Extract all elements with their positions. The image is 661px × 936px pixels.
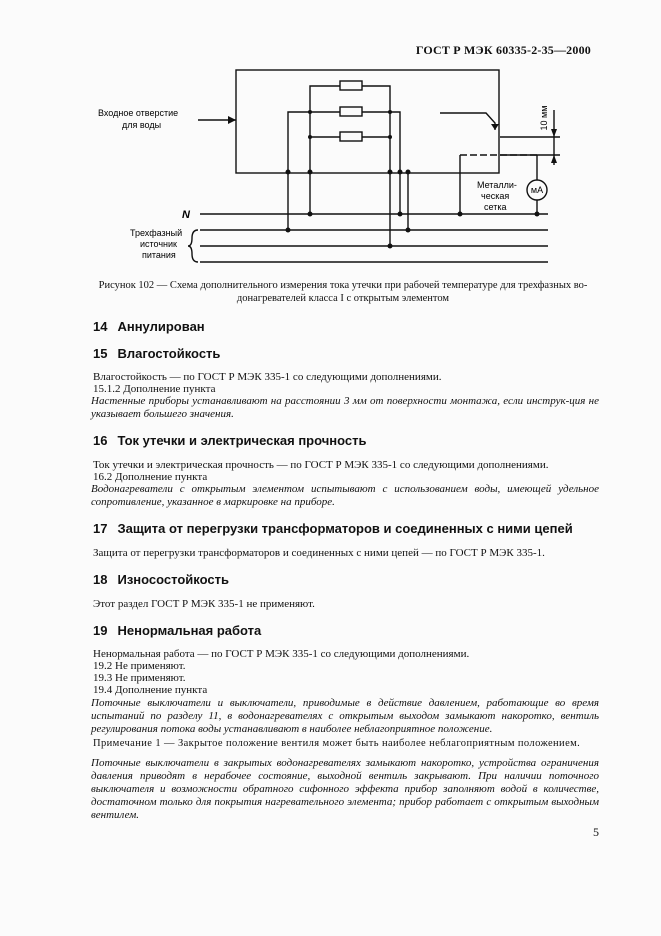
supply-label-line2: источник bbox=[140, 239, 177, 249]
mesh-label-line1: Металли- bbox=[477, 180, 517, 190]
s15-paragraph-1: Влагостойкость — по ГОСТ Р МЭК 335-1 со следующими дополнениями. bbox=[93, 371, 442, 383]
section-title: Влагостойкость bbox=[117, 346, 221, 361]
s19-paragraph-4: 19.4 Дополнение пункта bbox=[93, 684, 208, 696]
s19-paragraph-6: Поточные выключатели в закрытых водонагревателях замыкают накоротко, устройства ограничения давления приводят в нерабочее состояние, выходной вентиль закрывают. При наличии поточного выключателя и возможности обратного сифонного эффекта прибор заполняют водой в количестве, достаточном только для покрытия нагревательного элемента; прибор работает с открытым выходным вентилем. bbox=[91, 757, 599, 821]
inlet-label-line2: для воды bbox=[122, 120, 162, 130]
page-number: 5 bbox=[593, 825, 599, 839]
section-17-heading bbox=[93, 521, 573, 536]
section-title: Ток утечки и электрическая прочность bbox=[117, 433, 367, 448]
milliammeter-label: мА bbox=[530, 185, 544, 195]
section-number: 19 bbox=[93, 623, 108, 638]
section-number: 16 bbox=[93, 433, 108, 448]
s16-paragraph-3: Водонагреватели с открытым элементом испытывают с использованием воды, имеющей удельное сопротивление, указанное в маркировке на приборе. bbox=[91, 483, 599, 508]
s19-paragraph-5: Поточные выключатели и выключатели, приводимые в действие давлением, работающие во время испытаний по разделу 11, в водонагревателях с открытым выходом замыкают накоротко, вентиль регулирования потока воды устанавливают в наиболее неблагоприятное положение. bbox=[91, 697, 599, 735]
section-number: 17 bbox=[93, 521, 108, 536]
section-title: Износостойкость bbox=[117, 572, 229, 587]
caption-line-2: донагревателей класса I с открытым элементом bbox=[236, 293, 450, 304]
neutral-label: N bbox=[182, 209, 190, 221]
section-15-heading bbox=[93, 346, 220, 361]
s17-paragraph-1: Защита от перегрузки трансформаторов и соединенных с ними цепей — по ГОСТ Р МЭК 335-1. bbox=[93, 547, 545, 559]
supply-label-line1: Трехфазный bbox=[130, 228, 183, 238]
document-header: ГОСТ Р МЭК 60335-2-35—2000 bbox=[415, 43, 591, 57]
section-14-heading bbox=[93, 319, 205, 334]
s19-paragraph-2: 19.2 Не применяют. bbox=[93, 660, 186, 672]
section-number: 15 bbox=[93, 346, 108, 361]
figure-caption bbox=[88, 279, 598, 305]
leakage-current-diagram bbox=[0, 0, 661, 300]
section-title: Защита от перегрузки трансформаторов и соединенных с ними цепей bbox=[117, 521, 573, 536]
section-19-heading bbox=[93, 623, 261, 638]
s19-paragraph-1: Ненормальная работа — по ГОСТ Р МЭК 335-1 со следующими дополнениями. bbox=[93, 648, 470, 660]
inlet-label-line1: Входное отверстие bbox=[98, 108, 179, 118]
s19-note: Примечание 1 — Закрытое положение вентиля может быть наиболее неблагоприятным положением. bbox=[93, 738, 581, 749]
section-number: 14 bbox=[93, 319, 108, 334]
section-18-heading bbox=[93, 572, 229, 587]
s16-paragraph-1: Ток утечки и электрическая прочность — по ГОСТ Р МЭК 335-1 со следующими дополнениями. bbox=[93, 459, 549, 471]
section-number: 18 bbox=[93, 572, 108, 587]
s19-paragraph-3: 19.3 Не применяют. bbox=[93, 672, 186, 684]
section-16-heading bbox=[93, 433, 367, 448]
s15-paragraph-2: 15.1.2 Дополнение пункта bbox=[93, 383, 216, 395]
caption-line-1: Рисунок 102 — Схема дополнительного измерения тока утечки при рабочей температуре для трехфазных во- bbox=[98, 280, 588, 291]
supply-label-line3: питания bbox=[142, 250, 176, 260]
mesh-label-line2: ческая bbox=[481, 191, 510, 201]
section-title: Ненормальная работа bbox=[117, 623, 262, 638]
mesh-label-line3: сетка bbox=[484, 202, 507, 212]
s15-paragraph-3: Настенные приборы устанавливают на расстоянии 3 мм от поверхности монтажа, если инструк-ция не указывает большего значения. bbox=[91, 395, 599, 420]
dimension-label: 10 мм bbox=[539, 105, 549, 131]
s18-paragraph-1: Этот раздел ГОСТ Р МЭК 335-1 не применяют. bbox=[93, 598, 315, 610]
section-title: Аннулирован bbox=[117, 319, 205, 334]
s16-paragraph-2: 16.2 Дополнение пункта bbox=[93, 471, 208, 483]
